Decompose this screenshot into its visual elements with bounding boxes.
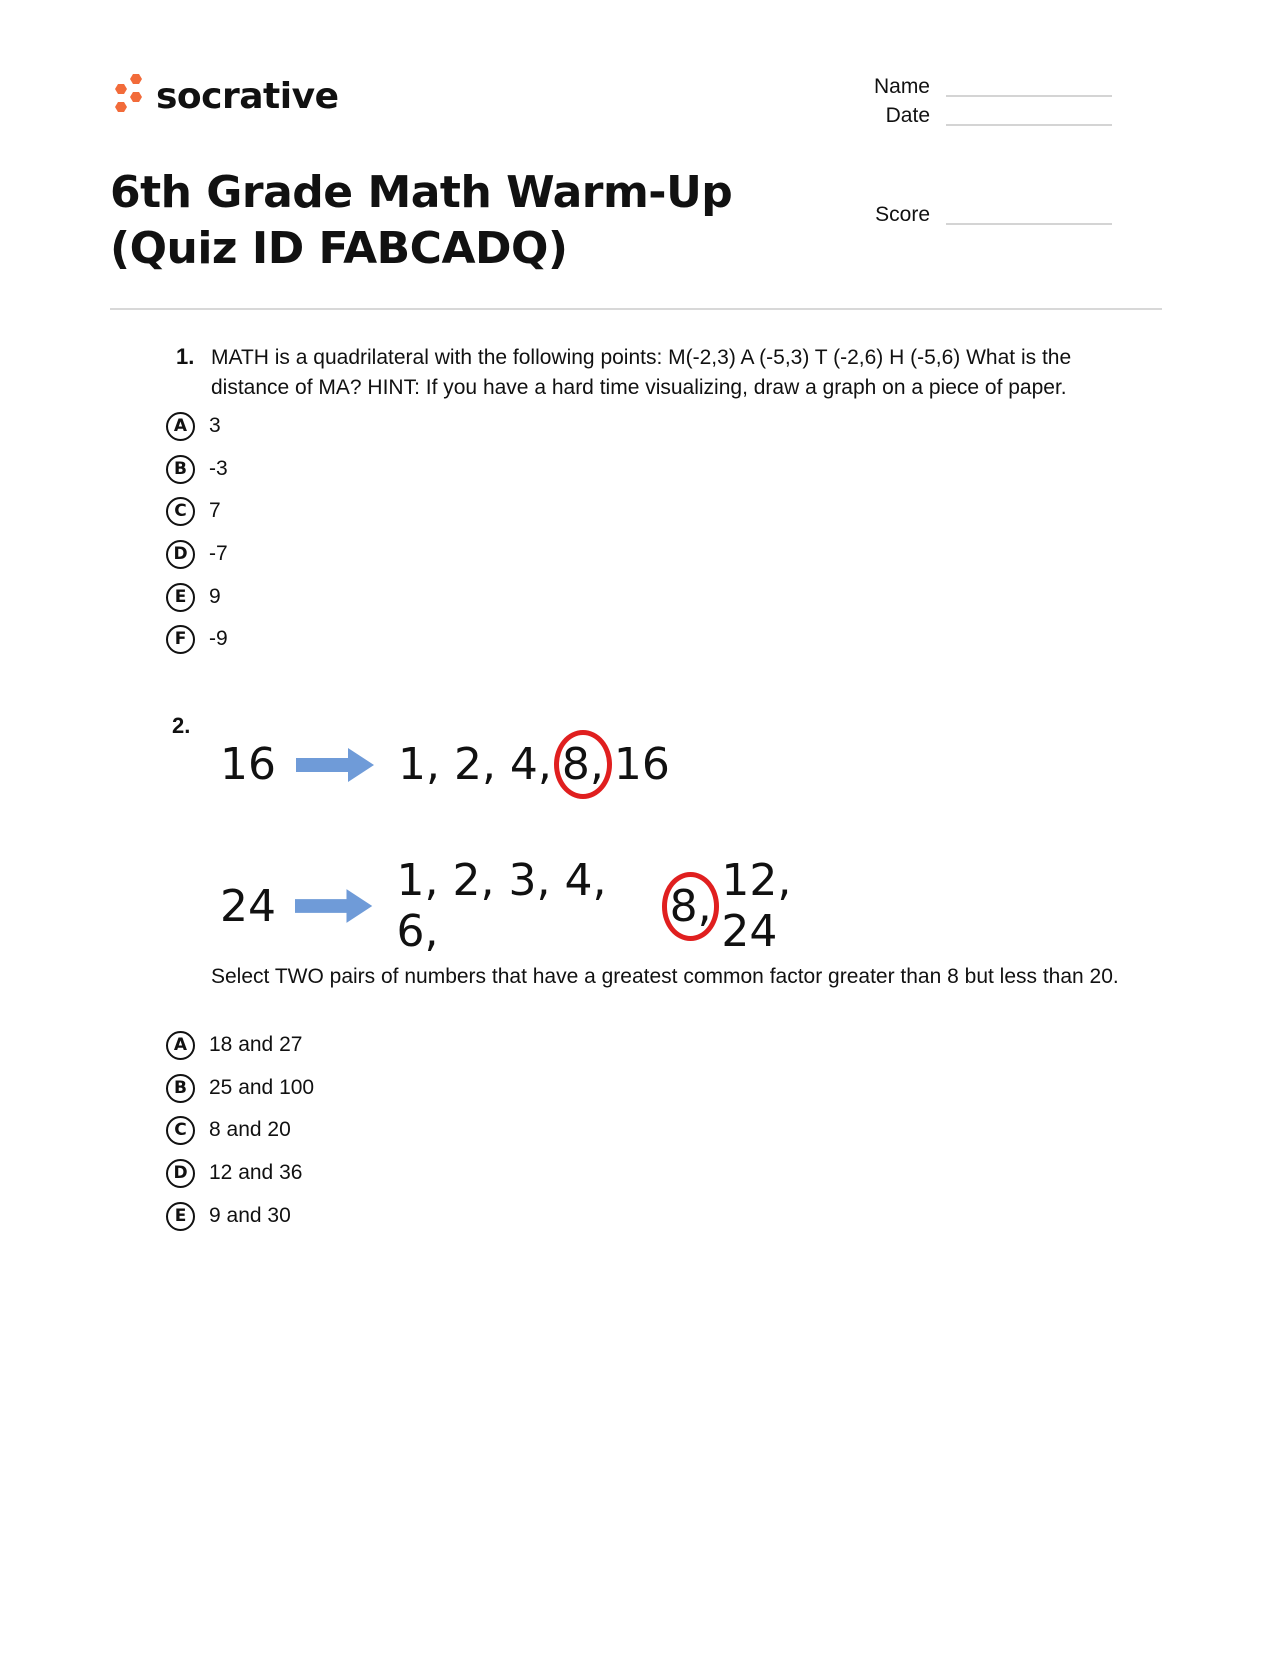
choice-text: -9 — [209, 627, 228, 650]
brand-name: socrative — [156, 75, 339, 117]
choice-letter-badge: A — [166, 1031, 195, 1060]
q1-choice-e[interactable] — [166, 580, 221, 614]
choice-letter-badge: E — [166, 583, 195, 612]
q1-choice-f[interactable] — [166, 622, 228, 656]
question-1-text: MATH is a quadrilateral with the following points: M(-2,3) A (-5,3) T (-2,6) H (-5,6) What is the distance of MA? HINT: If you have a hard time visualizing, draw a graph on a piece of paper. — [211, 346, 1072, 399]
choice-text: 9 and 30 — [209, 1204, 291, 1227]
question-2-text: Select TWO pairs of numbers that have a greatest common factor greater than 8 but less than 20. — [211, 965, 1119, 988]
choice-text: -7 — [209, 542, 228, 565]
choice-text: 25 and 100 — [209, 1076, 315, 1099]
name-field[interactable] — [820, 75, 1112, 99]
score-line[interactable] — [946, 222, 1112, 225]
hexagon-cluster-icon — [110, 72, 148, 120]
q1-choice-a[interactable] — [166, 409, 221, 443]
name-label: Name — [873, 75, 930, 98]
q1-choice-b[interactable] — [166, 452, 228, 486]
choice-letter-badge: B — [166, 1074, 195, 1103]
circled-factor: 8, — [554, 730, 612, 799]
choice-text: 12 and 36 — [209, 1161, 303, 1184]
choice-letter-badge: C — [166, 497, 195, 526]
question-2-number: 2. — [172, 713, 191, 738]
choice-letter-badge: E — [166, 1202, 195, 1231]
date-line[interactable] — [946, 123, 1112, 126]
header-divider — [110, 308, 1162, 310]
date-field[interactable] — [820, 104, 1112, 128]
question-1-number: 1. — [176, 344, 195, 369]
q2-choice-a[interactable] — [166, 1028, 302, 1062]
choice-letter-badge: A — [166, 412, 195, 441]
factor-row-16 — [220, 730, 670, 799]
choice-letter-badge: D — [166, 1159, 195, 1188]
q2-choice-e[interactable] — [166, 1199, 291, 1233]
choice-text: 9 — [209, 585, 221, 608]
choice-letter-badge: C — [166, 1116, 195, 1145]
choice-text: 8 and 20 — [209, 1118, 291, 1141]
q2-choice-d[interactable] — [166, 1156, 302, 1190]
right-arrow-icon — [295, 889, 374, 923]
choice-letter-badge: F — [166, 625, 195, 654]
q2-choice-c[interactable] — [166, 1113, 291, 1147]
choice-text: 7 — [209, 499, 221, 522]
score-label: Score — [875, 203, 930, 226]
choice-letter-badge: B — [166, 455, 195, 484]
factor-number: 16 — [220, 739, 276, 790]
q2-choice-b[interactable] — [166, 1071, 314, 1105]
circled-factor: 8, — [662, 872, 720, 941]
factors-before: 1, 2, 3, 4, 6, — [396, 855, 607, 957]
factors-before: 1, 2, 4, — [398, 739, 552, 790]
socrative-logo — [110, 72, 338, 120]
right-arrow-icon — [296, 748, 376, 782]
quiz-title: 6th Grade Math Warm-Up (Quiz ID FABCADQ) — [110, 167, 733, 274]
factors-after: 16 — [613, 739, 670, 790]
choice-text: 3 — [209, 414, 221, 437]
choice-letter-badge: D — [166, 540, 195, 569]
factors-after: 12, 24 — [721, 855, 792, 957]
factor-row-24 — [220, 855, 860, 957]
q1-choice-d[interactable] — [166, 537, 228, 571]
date-label: Date — [885, 104, 930, 127]
choice-text: -3 — [209, 457, 228, 480]
choice-text: 18 and 27 — [209, 1033, 303, 1056]
factor-number: 24 — [220, 880, 276, 932]
factors-image — [220, 720, 860, 957]
name-line[interactable] — [946, 94, 1112, 97]
q1-choice-c[interactable] — [166, 494, 221, 528]
